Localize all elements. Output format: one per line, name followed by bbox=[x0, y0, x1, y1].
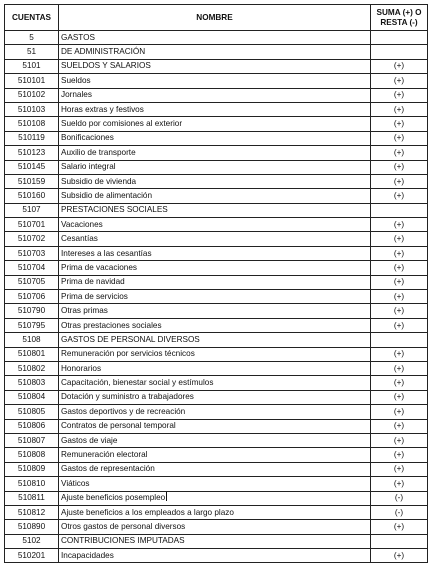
header-cuentas[interactable]: CUENTAS bbox=[5, 5, 59, 31]
table-row bbox=[5, 347, 428, 361]
account-name-text: Subsidio de vivienda bbox=[61, 176, 137, 186]
account-code-cell[interactable]: 510805 bbox=[5, 405, 59, 419]
account-name-text: Horas extras y festivos bbox=[61, 104, 144, 114]
table-row bbox=[5, 275, 428, 289]
table-row bbox=[5, 462, 428, 476]
table-row bbox=[5, 361, 428, 375]
account-code-cell[interactable]: 510803 bbox=[5, 376, 59, 390]
account-name-cell[interactable] bbox=[59, 419, 371, 433]
account-name-cell[interactable] bbox=[59, 146, 371, 160]
account-name-cell[interactable] bbox=[59, 333, 371, 347]
sign-cell[interactable]: (+) bbox=[371, 88, 428, 102]
sign-cell[interactable] bbox=[371, 333, 428, 347]
sign-cell[interactable]: (+) bbox=[371, 347, 428, 361]
sign-cell[interactable]: (+) bbox=[371, 59, 428, 73]
sign-cell[interactable]: (+) bbox=[371, 218, 428, 232]
account-code-cell[interactable]: 5108 bbox=[5, 333, 59, 347]
account-name-text: CONTRIBUCIONES IMPUTADAS bbox=[61, 536, 185, 546]
account-name-cell[interactable] bbox=[59, 390, 371, 404]
account-name-cell[interactable] bbox=[59, 218, 371, 232]
sign-cell[interactable]: (+) bbox=[371, 419, 428, 433]
account-code-cell[interactable]: 510160 bbox=[5, 189, 59, 203]
account-name-cell[interactable] bbox=[59, 505, 371, 519]
accounts-table bbox=[4, 4, 428, 563]
account-name-cell[interactable] bbox=[59, 189, 371, 203]
account-name-cell[interactable] bbox=[59, 304, 371, 318]
header-suma-line: SUMA (+) O bbox=[376, 8, 422, 17]
account-code-cell[interactable]: 510703 bbox=[5, 246, 59, 260]
account-name-cell[interactable] bbox=[59, 74, 371, 88]
header-nombre[interactable]: NOMBRE bbox=[59, 5, 371, 31]
account-code-cell[interactable]: 510201 bbox=[5, 549, 59, 563]
account-name-text: Vacaciones bbox=[61, 219, 103, 229]
sign-cell[interactable]: (+) bbox=[371, 74, 428, 88]
account-code-cell[interactable]: 5101 bbox=[5, 59, 59, 73]
account-code-cell[interactable]: 510103 bbox=[5, 102, 59, 116]
account-code-cell[interactable]: 510108 bbox=[5, 117, 59, 131]
account-name-text: Otras primas bbox=[61, 306, 108, 316]
account-code-cell[interactable]: 51 bbox=[5, 45, 59, 59]
account-name-text: Viáticos bbox=[61, 478, 90, 488]
account-name-cell[interactable] bbox=[59, 549, 371, 563]
account-code-cell[interactable]: 510795 bbox=[5, 318, 59, 332]
sign-cell[interactable]: (+) bbox=[371, 261, 428, 275]
account-name-text: DE ADMINISTRACIÓN bbox=[61, 47, 146, 57]
group-row bbox=[5, 534, 428, 548]
table-row bbox=[5, 102, 428, 116]
account-code-cell[interactable]: 510806 bbox=[5, 419, 59, 433]
account-name-cell[interactable] bbox=[59, 59, 371, 73]
table-row bbox=[5, 189, 428, 203]
account-name-text: Dotación y suministro a trabajadores bbox=[61, 392, 194, 402]
account-name-cell[interactable] bbox=[59, 45, 371, 59]
account-name-text: PRESTACIONES SOCIALES bbox=[61, 205, 168, 215]
account-code-cell[interactable]: 510809 bbox=[5, 462, 59, 476]
account-name-text: Prima de navidad bbox=[61, 277, 125, 287]
sign-cell[interactable]: (+) bbox=[371, 304, 428, 318]
header-row bbox=[5, 5, 428, 31]
sign-cell[interactable]: (+) bbox=[371, 433, 428, 447]
account-name-text: Salario integral bbox=[61, 162, 116, 172]
sign-cell[interactable]: (+) bbox=[371, 290, 428, 304]
sign-cell[interactable] bbox=[371, 31, 428, 45]
account-name-cell[interactable] bbox=[59, 102, 371, 116]
account-name-text: Intereses a las cesantías bbox=[61, 248, 152, 258]
account-name-cell[interactable] bbox=[59, 491, 371, 505]
group-row bbox=[5, 45, 428, 59]
account-code-cell[interactable]: 510101 bbox=[5, 74, 59, 88]
account-code-cell[interactable]: 510801 bbox=[5, 347, 59, 361]
account-name-cell[interactable] bbox=[59, 232, 371, 246]
account-name-cell[interactable] bbox=[59, 31, 371, 45]
table-row bbox=[5, 290, 428, 304]
table-row bbox=[5, 390, 428, 404]
table-row bbox=[5, 232, 428, 246]
account-code-cell[interactable]: 510810 bbox=[5, 477, 59, 491]
account-name-text: Ajuste beneficios posempleo bbox=[61, 493, 166, 503]
account-code-cell[interactable]: 510145 bbox=[5, 160, 59, 174]
table-row bbox=[5, 405, 428, 419]
account-code-cell[interactable]: 510102 bbox=[5, 88, 59, 102]
account-name-cell[interactable] bbox=[59, 462, 371, 476]
table-row bbox=[5, 477, 428, 491]
header-suma-resta[interactable] bbox=[371, 5, 428, 31]
account-code-cell[interactable]: 510123 bbox=[5, 146, 59, 160]
account-code-cell[interactable]: 510811 bbox=[5, 491, 59, 505]
account-name-cell[interactable] bbox=[59, 520, 371, 534]
account-name-text: Gastos deportivos y de recreación bbox=[61, 406, 186, 416]
sign-cell[interactable] bbox=[371, 534, 428, 548]
table-row bbox=[5, 261, 428, 275]
account-name-cell[interactable] bbox=[59, 88, 371, 102]
table-row bbox=[5, 505, 428, 519]
account-code-cell[interactable]: 510705 bbox=[5, 275, 59, 289]
sign-cell[interactable]: (+) bbox=[371, 146, 428, 160]
sign-cell[interactable]: (-) bbox=[371, 491, 428, 505]
account-code-cell[interactable]: 510704 bbox=[5, 261, 59, 275]
account-name-cell[interactable] bbox=[59, 160, 371, 174]
sign-cell[interactable]: (+) bbox=[371, 549, 428, 563]
account-name-cell[interactable] bbox=[59, 477, 371, 491]
account-code-cell[interactable]: 5102 bbox=[5, 534, 59, 548]
account-name-cell[interactable] bbox=[59, 347, 371, 361]
sign-cell[interactable]: (+) bbox=[371, 318, 428, 332]
group-row bbox=[5, 59, 428, 73]
account-code-cell[interactable]: 510706 bbox=[5, 290, 59, 304]
account-name-cell[interactable] bbox=[59, 376, 371, 390]
account-code-cell[interactable]: 510701 bbox=[5, 218, 59, 232]
sign-cell[interactable]: (+) bbox=[371, 246, 428, 260]
table-row bbox=[5, 491, 428, 505]
group-row bbox=[5, 333, 428, 347]
sign-cell[interactable]: (+) bbox=[371, 376, 428, 390]
account-name-text: Bonificaciones bbox=[61, 133, 114, 143]
account-name-cell[interactable] bbox=[59, 433, 371, 447]
account-code-cell[interactable]: 510159 bbox=[5, 174, 59, 188]
account-name-cell[interactable] bbox=[59, 261, 371, 275]
account-name-text: GASTOS DE PERSONAL DIVERSOS bbox=[61, 334, 200, 344]
sign-cell[interactable] bbox=[371, 203, 428, 217]
table-row bbox=[5, 520, 428, 534]
table-row bbox=[5, 146, 428, 160]
account-code-cell[interactable]: 510890 bbox=[5, 520, 59, 534]
sign-cell[interactable]: (+) bbox=[371, 275, 428, 289]
sign-cell[interactable]: (+) bbox=[371, 390, 428, 404]
account-name-text: Sueldo por comisiones al exterior bbox=[61, 119, 183, 129]
account-name-cell[interactable] bbox=[59, 405, 371, 419]
sign-cell[interactable] bbox=[371, 45, 428, 59]
account-name-cell[interactable] bbox=[59, 448, 371, 462]
account-name-text: Otras prestaciones sociales bbox=[61, 320, 162, 330]
account-name-cell[interactable] bbox=[59, 290, 371, 304]
table-row bbox=[5, 246, 428, 260]
sign-cell[interactable]: (+) bbox=[371, 361, 428, 375]
account-name-text: Cesantías bbox=[61, 234, 98, 244]
account-name-cell[interactable] bbox=[59, 534, 371, 548]
sign-cell[interactable]: (+) bbox=[371, 462, 428, 476]
sign-cell[interactable]: (+) bbox=[371, 477, 428, 491]
table-row bbox=[5, 74, 428, 88]
account-name-text: Subsidio de alimentación bbox=[61, 190, 153, 200]
sign-cell[interactable]: (+) bbox=[371, 160, 428, 174]
sign-cell[interactable]: (+) bbox=[371, 117, 428, 131]
account-code-cell[interactable]: 5 bbox=[5, 31, 59, 45]
table-row bbox=[5, 174, 428, 188]
sign-cell[interactable]: (+) bbox=[371, 131, 428, 145]
account-name-cell[interactable] bbox=[59, 275, 371, 289]
account-code-cell[interactable]: 5107 bbox=[5, 203, 59, 217]
account-name-cell[interactable] bbox=[59, 361, 371, 375]
table-row bbox=[5, 549, 428, 563]
account-name-text: GASTOS bbox=[61, 32, 95, 42]
table-row bbox=[5, 433, 428, 447]
account-name-text: Remuneración electoral bbox=[61, 450, 148, 460]
account-code-cell[interactable]: 510702 bbox=[5, 232, 59, 246]
account-code-cell[interactable]: 510812 bbox=[5, 505, 59, 519]
account-name-text: SUELDOS Y SALARIOS bbox=[61, 61, 151, 71]
account-name-text: Gastos de viaje bbox=[61, 435, 118, 445]
account-name-cell[interactable] bbox=[59, 203, 371, 217]
table-row bbox=[5, 448, 428, 462]
sign-cell[interactable]: (+) bbox=[371, 189, 428, 203]
account-name-cell[interactable] bbox=[59, 131, 371, 145]
account-code-cell[interactable]: 510802 bbox=[5, 361, 59, 375]
account-code-cell[interactable]: 510804 bbox=[5, 390, 59, 404]
account-name-text: Otros gastos de personal diversos bbox=[61, 521, 186, 531]
account-name-text: Contratos de personal temporal bbox=[61, 421, 176, 431]
sign-cell[interactable]: (+) bbox=[371, 174, 428, 188]
group-row bbox=[5, 31, 428, 45]
account-name-cell[interactable] bbox=[59, 246, 371, 260]
sign-cell[interactable]: (+) bbox=[371, 405, 428, 419]
group-row bbox=[5, 203, 428, 217]
text-cursor bbox=[166, 492, 167, 501]
account-code-cell[interactable]: 510807 bbox=[5, 433, 59, 447]
account-name-text: Auxilio de transporte bbox=[61, 147, 136, 157]
table-row bbox=[5, 131, 428, 145]
account-name-text: Honorarios bbox=[61, 363, 102, 373]
table-row bbox=[5, 117, 428, 131]
account-name-cell[interactable] bbox=[59, 318, 371, 332]
sign-cell[interactable]: (-) bbox=[371, 505, 428, 519]
table-body bbox=[5, 31, 428, 563]
sign-cell[interactable]: (+) bbox=[371, 520, 428, 534]
account-name-text: Sueldos bbox=[61, 75, 91, 85]
sign-cell[interactable]: (+) bbox=[371, 448, 428, 462]
sign-cell[interactable]: (+) bbox=[371, 232, 428, 246]
account-name-cell[interactable] bbox=[59, 174, 371, 188]
table-row bbox=[5, 318, 428, 332]
account-name-text: Jornales bbox=[61, 90, 92, 100]
account-code-cell[interactable]: 510119 bbox=[5, 131, 59, 145]
table-row bbox=[5, 160, 428, 174]
account-name-cell[interactable] bbox=[59, 117, 371, 131]
account-name-text: Prima de vacaciones bbox=[61, 262, 137, 272]
account-name-text: Ajuste beneficios a los empleados a largo plazo bbox=[61, 507, 234, 517]
account-name-text: Capacitación, bienestar social y estímulos bbox=[61, 378, 214, 388]
table-row bbox=[5, 376, 428, 390]
header-resta-line: RESTA (-) bbox=[380, 17, 418, 27]
account-name-text: Remuneración por servicios técnicos bbox=[61, 349, 195, 359]
table-row bbox=[5, 88, 428, 102]
table-row bbox=[5, 304, 428, 318]
account-code-cell[interactable]: 510790 bbox=[5, 304, 59, 318]
table-row bbox=[5, 419, 428, 433]
sign-cell[interactable]: (+) bbox=[371, 102, 428, 116]
account-name-text: Prima de servicios bbox=[61, 291, 128, 301]
table-row bbox=[5, 218, 428, 232]
account-code-cell[interactable]: 510808 bbox=[5, 448, 59, 462]
account-name-text: Gastos de representación bbox=[61, 464, 155, 474]
account-name-text: Incapacidades bbox=[61, 550, 114, 560]
